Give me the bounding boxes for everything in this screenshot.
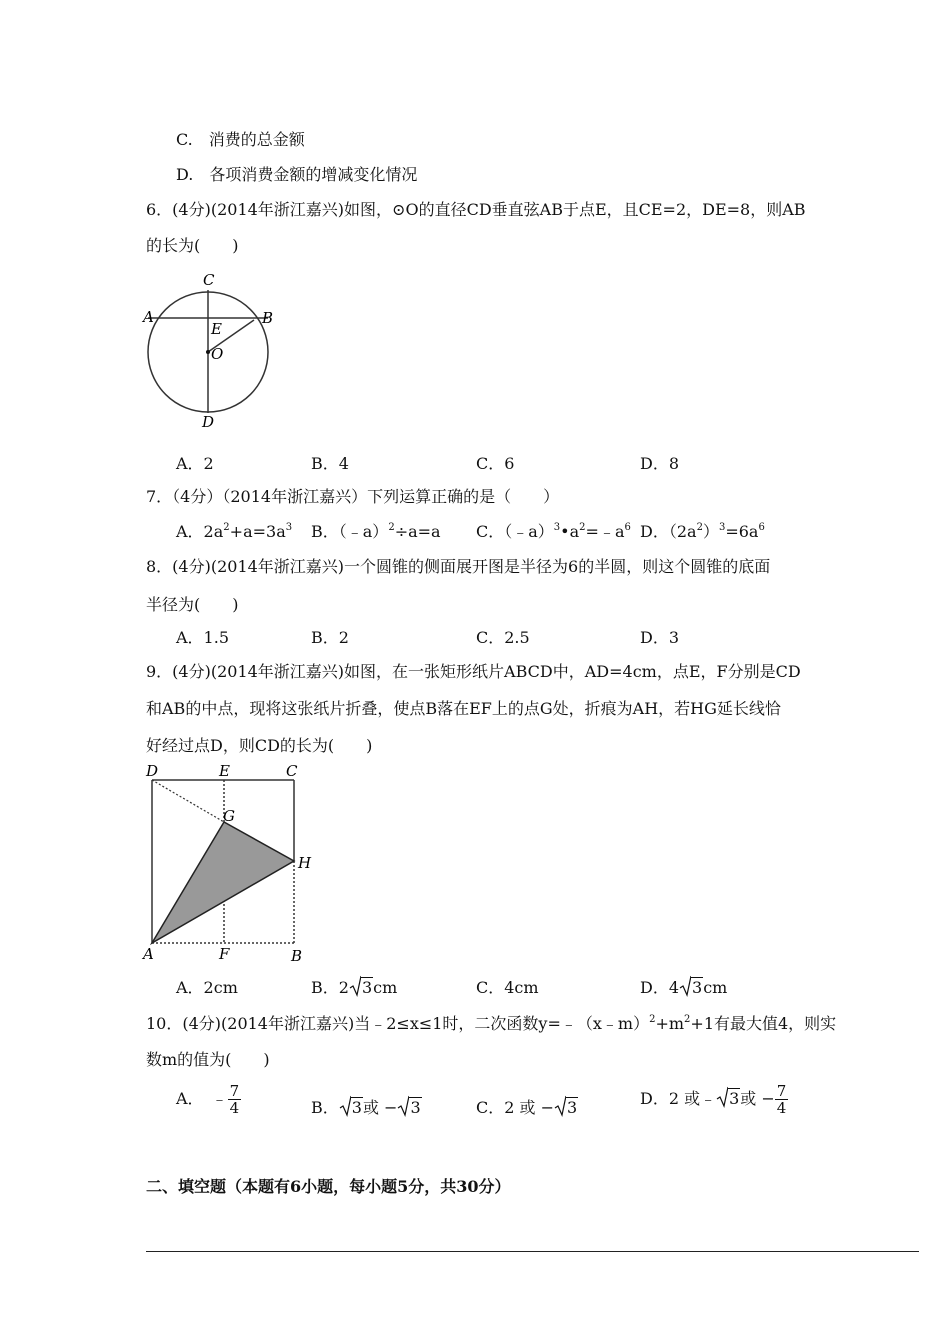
q6-stem-line2: 的长为( ) [146, 236, 239, 255]
q9-label-b: B [291, 947, 303, 965]
q6-option-c: C．6 [476, 454, 515, 473]
q9-option-c: C．4cm [476, 978, 539, 997]
q7-stem: 7．（4分）（2014年浙江嘉兴）下列运算正确的是（ ） [146, 487, 560, 506]
q9-stem-line1: 9．(4分)(2014年浙江嘉兴)如图，在一张矩形纸片ABCD中，AD=4cm，点E，F分别是CD [146, 662, 801, 681]
q7-option-c: C．$(﹣a)^3•a^2=﹣a^6$ [476, 522, 631, 541]
q9-label-g: G [223, 807, 235, 825]
q10-option-a: A． ﹣ $\frac{7}{4}$ [176, 1082, 240, 1117]
q7-option-a: A．$2a^2+a=3a^3$ [176, 522, 293, 541]
q8-option-d: D．3 [640, 628, 680, 647]
q10-option-b: B． 3或 − 3 [311, 1098, 421, 1117]
sqrt-symbol: 3 [716, 1089, 740, 1108]
q7-option-d: D．$(2a^2)^3=6a^6$ [640, 522, 765, 541]
sqrt-symbol: 3 [679, 978, 703, 997]
q5-option-d: D. 各项消费金额的增减变化情况 [176, 165, 418, 184]
q6-label-c: C [203, 271, 215, 289]
q6-label-o: O [211, 345, 224, 363]
fraction: $\frac{7}{4}$ [776, 1082, 787, 1117]
sqrt-symbol: 3 [339, 1098, 363, 1117]
q6-label-a: A [143, 308, 154, 326]
q8-option-a: A．1.5 [176, 628, 230, 647]
q10-option-c: C．2 或 − 3 [476, 1098, 578, 1117]
q10-stem-line2: 数m的值为( ) [146, 1050, 270, 1069]
q9-option-b: B．2 3cm [311, 978, 398, 997]
sqrt-symbol: 3 [554, 1098, 578, 1117]
q6-option-b: B．4 [311, 454, 349, 473]
q10-stem-line1: 10．(4分)(2014年浙江嘉兴)当﹣2≤x≤1时，二次函数$y=﹣(x﹣m)^2+m^2+1$有最大值4，则实 [146, 1014, 837, 1033]
sqrt-symbol: 3 [397, 1098, 421, 1117]
sqrt-symbol: 3 [349, 978, 373, 997]
q6-option-a: A．2 [176, 454, 214, 473]
q8-stem-line1: 8．(4分)(2014年浙江嘉兴)一个圆锥的侧面展开图是半径为6的半圆，则这个圆锥的底面 [146, 557, 771, 576]
q8-stem-line2: 半径为( ) [146, 595, 239, 614]
q9-stem-line2: 和AB的中点，现将这张纸片折叠，使点B落在EF上的点G处，折痕为AH，若HG延长线恰 [146, 699, 781, 718]
q8-option-b: B．2 [311, 628, 349, 647]
q9-rectangle-figure [140, 760, 320, 965]
q9-label-a: A [143, 945, 154, 963]
q6-label-d: D [202, 413, 215, 431]
q9-label-d: D [146, 762, 159, 780]
q9-option-a: A．2cm [176, 978, 238, 997]
q9-stem-line3: 好经过点D，则CD的长为( ) [146, 736, 373, 755]
q6-circle-figure [140, 268, 280, 433]
q7-option-b: B．（﹣a）$^2$÷a=a [311, 522, 441, 541]
q9-label-c: C [286, 762, 298, 780]
q9-label-e: E [219, 762, 230, 780]
q9-option-d: D．4 3cm [640, 978, 728, 997]
section-2-title: 二、填空题（本题有6小题，每小题5分，共30分） [146, 1177, 511, 1196]
q10-option-d: D．2 或﹣ 3或 − $\frac{7}{4}$ [640, 1082, 787, 1117]
q9-label-h: H [298, 854, 312, 872]
q8-option-c: C．2.5 [476, 628, 530, 647]
q6-label-b: B [262, 309, 274, 327]
page-footer-divider [146, 1251, 919, 1252]
q6-label-e: E [211, 320, 222, 338]
q6-stem-line1: 6．(4分)(2014年浙江嘉兴)如图，⊙O的直径CD垂直弦AB于点E，且CE=2，DE=8，则AB [146, 200, 806, 219]
q5-option-c: C. 消费的总金额 [176, 130, 305, 149]
q9-label-f: F [219, 945, 230, 963]
q6-option-d: D．8 [640, 454, 680, 473]
fraction: $\frac{7}{4}$ [229, 1082, 240, 1117]
